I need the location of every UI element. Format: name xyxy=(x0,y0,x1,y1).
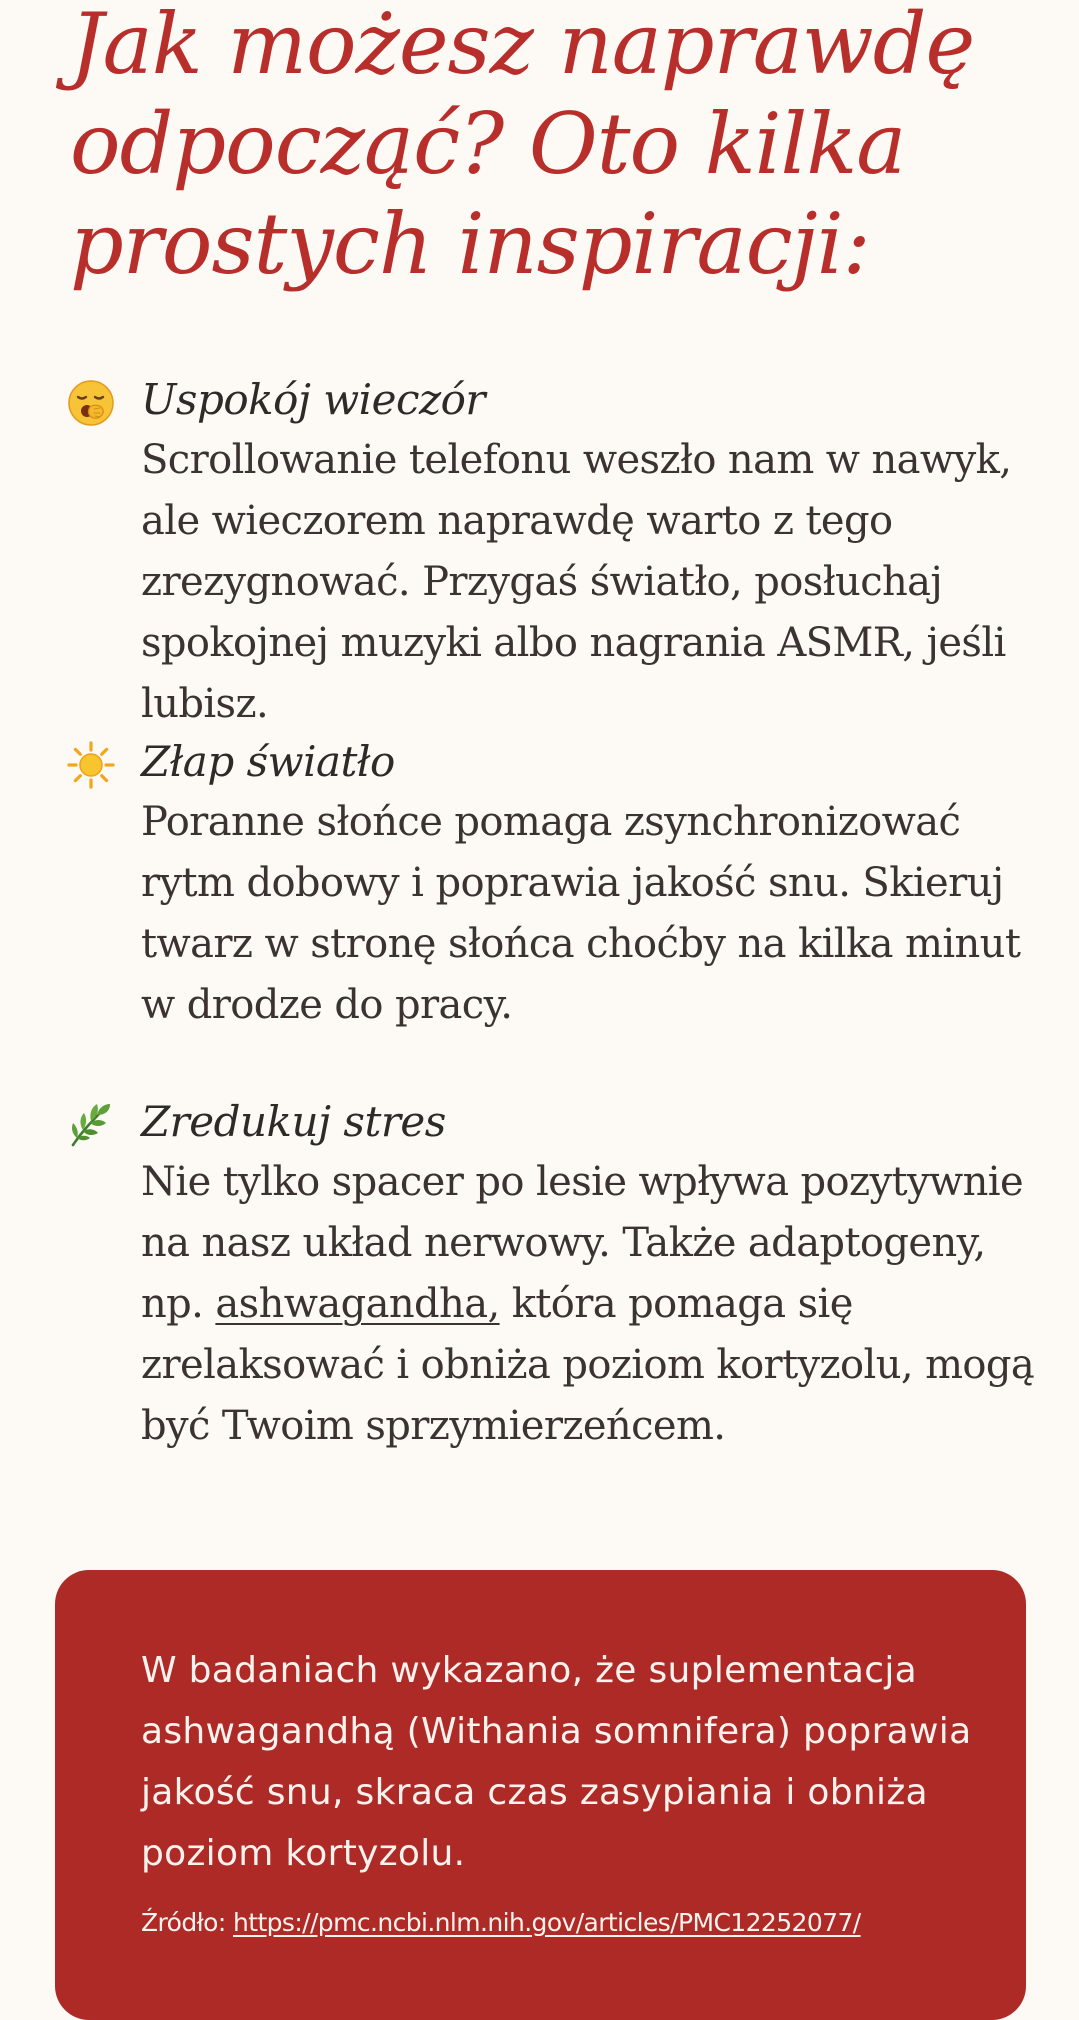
callout-text: W badaniach wykazano, że suplementacja ashwagandhą (Withania somnifera) poprawia jakość snu, skraca czas zasypiania i obniża poziom kortyzolu. xyxy=(141,1650,972,1874)
research-callout xyxy=(55,1570,1026,2020)
herb-leaf-icon xyxy=(66,1100,116,1150)
tip-body: Scrollowanie telefonu weszło nam w nawyk, ale wieczorem naprawdę warto z tego zrezygnować. Przygaś światło, posłuchaj spokojnej muzyki albo nagrania ASMR, jeśli lubisz. xyxy=(141,437,1012,727)
tip-title: Zredukuj stres xyxy=(141,1097,446,1146)
tip-title: Złap światło xyxy=(141,737,395,786)
tip-body-text: Nie tylko spacer po lesie wpływa pozytywnie na nasz układ nerwowy. Także adaptogeny, np. xyxy=(141,1159,1024,1327)
tip-body xyxy=(141,1152,1041,1457)
ashwagandha-link[interactable]: ashwagandha, xyxy=(215,1281,500,1327)
tip-body: Poranne słońce pomaga zsynchronizować rytm dobowy i poprawia jakość snu. Skieruj twarz w stronę słońca choćby na kilka minut w drodze do pracy. xyxy=(141,799,1021,1028)
source-label: Źródło: xyxy=(141,1908,233,1937)
callout-source xyxy=(141,1905,1001,1941)
sun-icon xyxy=(66,740,116,790)
page-title: Jak możesz naprawdę odpocząć? Oto kilka prostych inspiracji: xyxy=(70,0,975,293)
tip-body-text: która pomaga się zrelaksować i obniża poziom kortyzolu, mogą być Twoim sprzymierzeńcem. xyxy=(141,1281,1035,1449)
yawning-face-icon xyxy=(66,378,116,428)
tip-title: Uspokój wieczór xyxy=(141,375,485,424)
source-link[interactable]: https://pmc.ncbi.nlm.nih.gov/articles/PMC12252077/ xyxy=(233,1908,861,1937)
